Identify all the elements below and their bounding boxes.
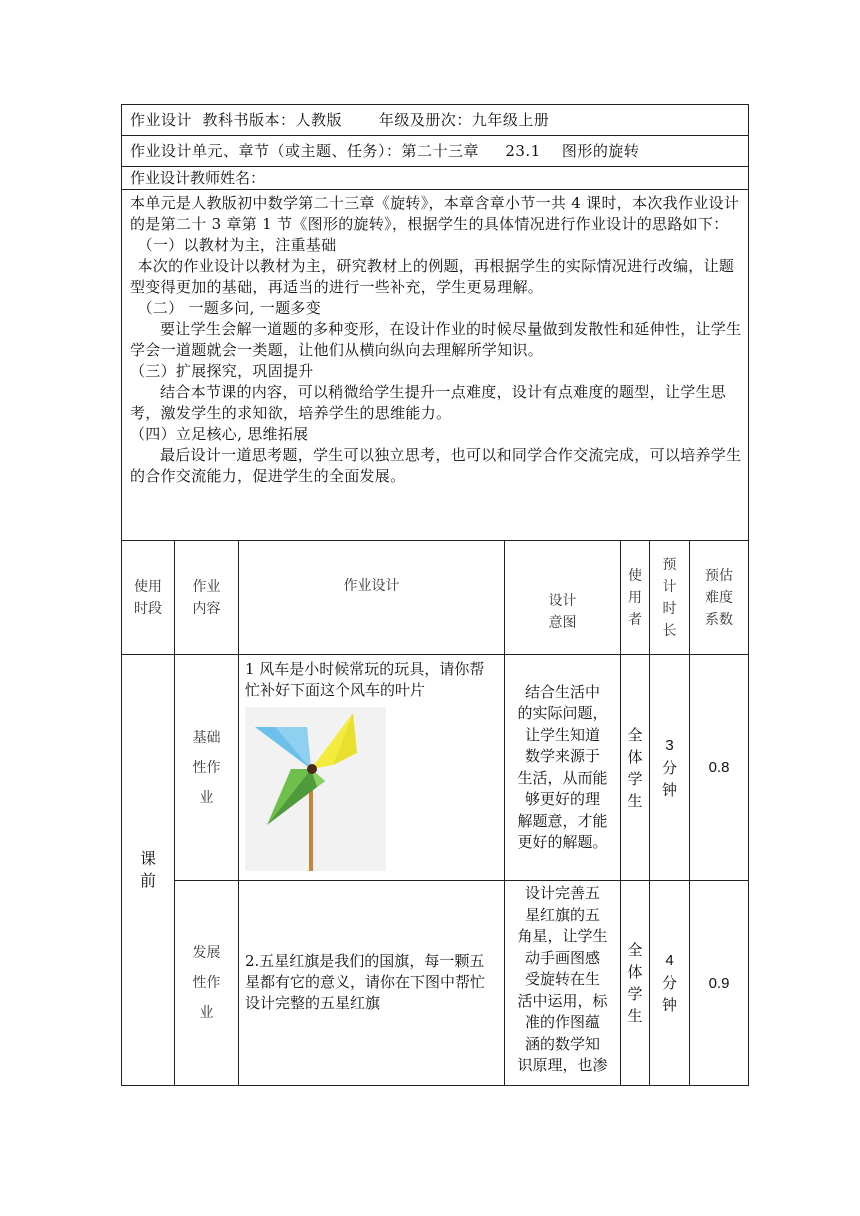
difficulty-2: 0.9 — [690, 881, 749, 1086]
time-2: 4 分 钟 — [650, 881, 690, 1086]
pinwheel-center — [307, 764, 317, 774]
intro-paragraph: 本单元是人教版初中数学第二十三章《旋转》，本章含章小节一共 4 课时，本次我作业设计的是第二十 3 章第 1 节《图形的旋转》，根据学生的具体情况进行作业设计的思路如下： — [130, 194, 740, 233]
intent-1: 结合生活中 的实际问题， 让学生知道 数学来源于 生活，从而能 够更好的理 解题意，才能 更好的解题。 — [505, 655, 621, 881]
intro-body-4: 最后设计一道思考题，学生可以独立思考，也可以和同学合作交流完成，可以培养学生的合作交流能力，促进学生的全面发展。 — [130, 446, 742, 485]
col-header-design: 作业设计 — [239, 541, 505, 655]
question-2-text: 2.五星红旗是我们的国旗，每一颗五星都有它的意义，请你在下图中帮忙设计完整的五星红旗 — [245, 951, 486, 1012]
header-teacher-name: 作业设计教师姓名： — [122, 167, 749, 190]
intro-heading-1: （一）以教材为主，注重基础 — [137, 236, 337, 254]
document-page — [121, 104, 748, 1086]
time-1: 3 分 钟 — [650, 655, 690, 881]
period-before-class: 课 前 — [122, 655, 175, 1086]
col-header-intent: 设计 意图 — [505, 541, 621, 655]
difficulty-1: 0.8 — [690, 655, 749, 881]
col-header-time: 预 计 时 长 — [650, 541, 690, 655]
user-2: 全 体 学 生 — [621, 881, 650, 1086]
col-header-difficulty: 预估 难度 系数 — [690, 541, 749, 655]
col-header-period: 使用 时段 — [122, 541, 175, 655]
homework-design-table — [121, 104, 749, 1086]
intro-body-1: 本次的作业设计以教材为主，研究教材上的例题，再根据学生的实际情况进行改编，让题型变得更加的基础，再适当的进行一些补充，学生更易理解。 — [130, 257, 735, 296]
pinwheel-image — [245, 707, 386, 871]
kind-basic: 基础 性作 业 — [175, 655, 239, 881]
header-textbook-grade: 作业设计 教科书版本：人教版 年级及册次：九年级上册 — [122, 105, 749, 136]
question-1-text: 1 风车是小时候常玩的玩具，请你帮忙补好下面这个风车的叶片 — [245, 660, 485, 699]
question-2 — [239, 881, 505, 1086]
kind-development: 发展 性作 业 — [175, 881, 239, 1086]
design-intro — [122, 190, 749, 541]
intent-2: 设计完善五 星红旗的五 角星，让学生 动手画图感 受旋转在生 活中运用，标 准的作图蕴 涵的数学知 识原理，也渗 — [505, 881, 621, 1086]
question-1 — [239, 655, 505, 881]
header-unit-chapter: 作业设计单元、章节（或主题、任务）：第二十三章 23.1 图形的旋转 — [122, 136, 749, 167]
intro-heading-2: （二） 一题多问, 一题多变 — [137, 299, 322, 317]
intro-heading-3: （三）扩展探究，巩固提升 — [130, 362, 314, 380]
intro-body-2: 要让学生会解一道题的多种变形，在设计作业的时候尽量做到发散性和延伸性，让学生学会一道题就会一类题，让他们从横向纵向去理解所学知识。 — [130, 320, 742, 359]
col-header-content: 作业 内容 — [175, 541, 239, 655]
user-1: 全 体 学 生 — [621, 655, 650, 881]
intro-heading-4: （四）立足核心, 思维拓展 — [130, 425, 309, 443]
intro-body-3: 结合本节课的内容，可以稍微给学生提升一点难度，设计有点难度的题型，让学生思考，激发学生的求知欲，培养学生的思维能力。 — [130, 383, 727, 422]
col-header-user: 使 用 者 — [621, 541, 650, 655]
